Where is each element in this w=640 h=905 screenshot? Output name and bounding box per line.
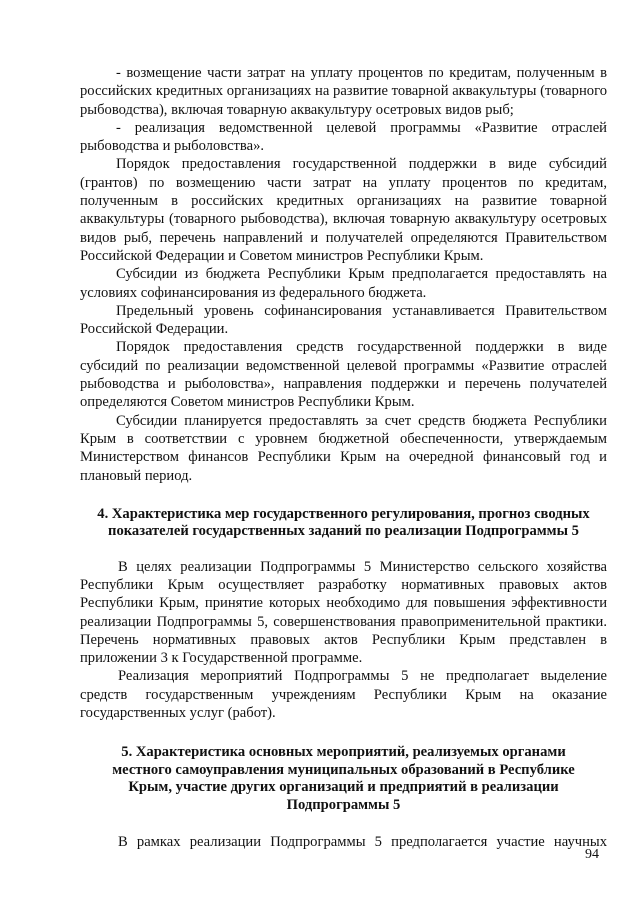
paragraph-funds-procedure: Порядок предоставления средств государственной поддержки в виде субсидий по реализации ведомственной целевой программы «Развитие отраслей рыбоводства и рыболовства», направления поддержки и перечень получателей определяются Советом министров Республики Крым. [80, 339, 607, 411]
section-4-heading: 4. Характеристика мер государственного регулирования, прогноз сводных показателей государственных заданий по реализации Подпрограммы 5 [97, 505, 590, 540]
paragraph-cofinancing: Субсидии из бюджета Республики Крым предполагается предоставлять на условиях софинансирования из федерального бюджета. [80, 266, 607, 301]
paragraph-budget-subsidies: Субсидии планируется предоставлять за счет средств бюджета Республики Крым в соответствии с уровнем бюджетной обеспеченности, утверждаемым Министерством финансов Республики Крым на очередной финансовый год и плановый период. [80, 412, 607, 484]
section-5-paragraph: В рамках реализации Подпрограммы 5 предполагается участие научных [118, 833, 607, 850]
section-4-paragraph: Реализация мероприятий Подпрограммы 5 не предполагает выделение средств государственным учреждениям Республики Крым на оказание государственных услуг (работ). [80, 668, 607, 722]
page-number: 94 [585, 847, 599, 862]
document-page [80, 64, 607, 851]
section-4-paragraph: В целях реализации Подпрограммы 5 Министерство сельского хозяйства Республики Крым осуществляет разработку нормативных правовых актов Республики Крым, принятие которых необходимо для повышения эффективности реализации Подпрограммы 5, совершенствования правоприменительной практики. Перечень нормативных правовых актов Республики Крым представлен в приложении 3 к Государственной программе. [80, 558, 607, 667]
paragraph-support-procedure: Порядок предоставления государственной поддержки в виде субсидий (грантов) по возмещению части затрат на уплату процентов по кредитам, полученным в российских кредитных организациях на развитие товарной аквакультуры (товарного рыбоводства), включая товарную аквакультуру осетровых видов рыб, перечень направлений и получателей определяются Правительством Российской Федерации и Советом министров Республики Крым. [80, 156, 607, 264]
paragraph-cofinancing-limit: Предельный уровень софинансирования устанавливается Правительством Российской Федерации. [80, 302, 607, 338]
paragraph-subsidy-interest: - возмещение части затрат на уплату процентов по кредитам, полученным в российских кредитных организациях на развитие товарной аквакультуры (товарного рыбоводства), включая товарную аквакультуру осетровых видов рыб; [80, 65, 607, 118]
section-5-heading: 5. Характеристика основных мероприятий, реализуемых органами местного самоуправления муниципальных образований в Республике Крым, участие других организаций и предприятий в реализации Подпрограммы 5 [112, 744, 575, 813]
paragraph-program-fishery: - реализация ведомственной целевой программы «Развитие отраслей рыбоводства и рыболовства». [80, 119, 607, 155]
